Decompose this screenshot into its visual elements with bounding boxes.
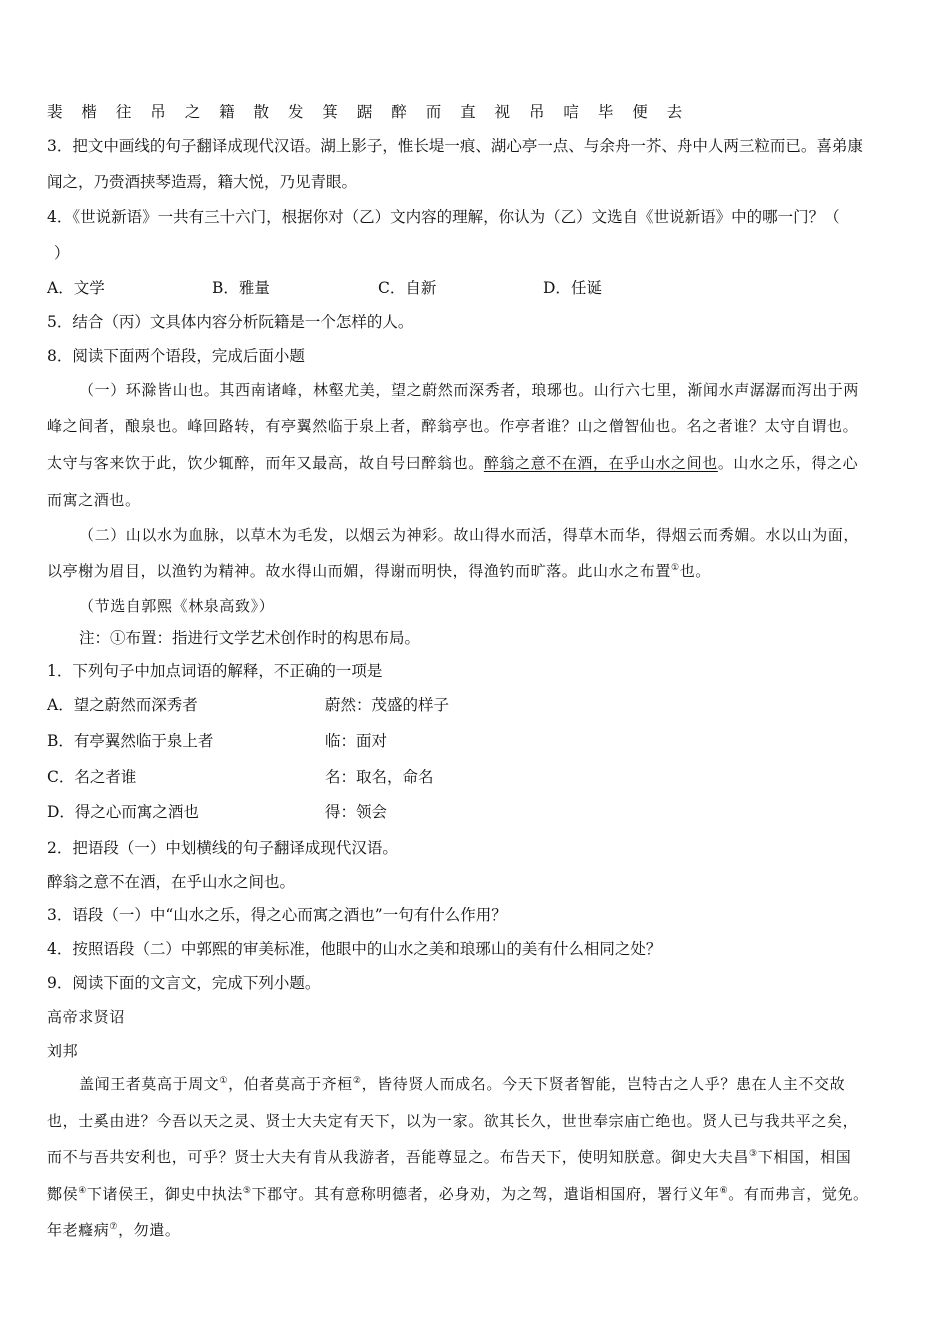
option-letter: B． [212, 279, 239, 297]
option-letter: A． [47, 279, 74, 297]
passage-2-line [47, 560, 711, 582]
text-segment: ，皆待贤人而成名。今天下贤者智能，岂特古之人乎？患在人主不交故 [361, 1075, 846, 1093]
source-citation: （节选自郭熙《林泉高致》） [79, 597, 275, 615]
footnote: 注：①布置：指进行文学艺术创作时的构思布局。 [79, 629, 421, 647]
text-segment: 。山水之乐，得之心 [717, 454, 859, 472]
text-segment: 酂侯 [47, 1185, 79, 1203]
option-letter: D． [543, 279, 571, 297]
underlined-sentence: 醉翁之意不在酒，在乎山水之间也 [483, 454, 718, 472]
option-text: 任诞 [570, 279, 602, 297]
text-segment: ，勿遣。 [118, 1221, 181, 1239]
text-segment: 下诸侯王，御史中执法 [86, 1185, 243, 1203]
passage-1-line: 峰之间者，酿泉也。峰回路转，有亭翼然临于泉上者，醉翁亭也。作亭者谁？山之僧智仙也。名之者谁？太守自谓也。 [47, 417, 859, 435]
question-4: 4．《世说新语》一共有三十六门，根据你对（乙）文内容的理解，你认为（乙）文选自《世说新语》中的哪一门？（ [47, 208, 840, 226]
text-segment: 。有而弗言，觉免。 [728, 1185, 869, 1203]
choice-c: C．名之者谁 [47, 768, 137, 786]
passage-1-line: 而寓之酒也。 [47, 491, 141, 509]
text-line: 闻之，乃赍酒挟琴造焉，籍大悦，乃见青眼。 [47, 173, 358, 191]
sub-question-2: 2．把语段（一）中划横线的句子翻译成现代汉语。 [47, 839, 398, 857]
passage-3-line: 也，士奚由进？今吾以天之灵、贤士大夫定有天下，以为一家。欲其长久，世世奉宗庙亡绝也。贤人已与我共平之矣， [47, 1112, 859, 1130]
choice-b-gloss: 临：面对 [325, 732, 388, 750]
option-c [378, 277, 436, 299]
passage-1-line [47, 452, 858, 474]
footnote-marker: ⑤ [242, 1186, 252, 1196]
text-line: ） [54, 244, 70, 262]
sub-question-1: 1．下列句子中加点词语的解释，不正确的一项是 [47, 662, 383, 680]
passage-3-line [79, 1073, 845, 1095]
option-d [543, 277, 602, 299]
choice-a-gloss: 蔚然：茂盛的样子 [325, 696, 450, 714]
footnote-marker: ⑦ [109, 1222, 119, 1232]
footnote-marker: ⑥ [719, 1186, 729, 1196]
passage-title: 高帝求贤诏 [47, 1008, 126, 1026]
text-line: 醉翁之意不在酒，在乎山水之间也。 [47, 873, 296, 891]
choice-a: A．望之蔚然而深秀者 [47, 696, 198, 714]
question-3: 3．把文中画线的句子翻译成现代汉语。湖上影子，惟长堤一痕、湖心亭一点、与余舟一芥、舟中人两三粒而已。喜弟康 [47, 137, 863, 155]
footnote-marker: ① [219, 1076, 229, 1086]
passage-2-line: （二）山以水为血脉，以草木为毛发，以烟云为神彩。故山得水而活，得草木而华，得烟云而秀媚。水以山为面， [79, 526, 860, 544]
sub-question-4: 4．按照语段（二）中郭熙的审美标准，他眼中的山水之美和琅琊山的美有什么相同之处？ [47, 940, 662, 958]
option-a [47, 277, 105, 299]
footnote-marker: ④ [78, 1186, 87, 1196]
question-8: 8．阅读下面两个语段，完成后面小题 [47, 347, 305, 365]
footnote-marker: ① [671, 563, 680, 573]
option-text: 自新 [405, 279, 437, 297]
text-segment: 年老癃病 [47, 1221, 110, 1239]
passage-1-line: （一）环滁皆山也。其西南诸峰，林壑尤美，望之蔚然而深秀者，琅琊也。山行六七里，渐闻水声潺潺而泻出于两 [79, 381, 860, 399]
text-segment: ，伯者莫高于齐桓 [228, 1075, 353, 1093]
choice-b: B．有亭翼然临于泉上者 [47, 732, 214, 750]
text-segment: 盖闻王者莫高于周文 [79, 1075, 220, 1093]
option-b [212, 277, 270, 299]
passage-3-line [47, 1219, 180, 1241]
text-segment: 以亭榭为眉目，以渔钓为精神。故水得山而媚，得谢而明快，得渔钓而旷落。此山水之布置 [47, 562, 672, 580]
passage-author: 刘邦 [47, 1042, 79, 1060]
text-segment: 也。 [679, 562, 711, 580]
text-segment: 太守与客来饮于此，饮少辄醉，而年又最高，故自号曰醉翁也。 [47, 454, 484, 472]
choice-d: D．得之心而寓之酒也 [47, 803, 199, 821]
option-letter: C． [378, 279, 406, 297]
text-segment: 下相国，相国 [757, 1148, 852, 1166]
footnote-marker: ② [352, 1076, 362, 1086]
text-segment: 下郡守。其有意称明德者，必身劝，为之驾，遣诣相国府，署行义年 [251, 1185, 720, 1203]
choice-d-gloss: 得：领会 [325, 803, 388, 821]
footnote-marker: ③ [749, 1149, 758, 1159]
choice-c-gloss: 名：取名，命名 [325, 768, 434, 786]
passage-3-line [47, 1146, 851, 1168]
option-text: 雅量 [238, 279, 270, 297]
question-5: 5．结合（丙）文具体内容分析阮籍是一个怎样的人。 [47, 313, 414, 331]
passage-3-line [47, 1183, 869, 1205]
text-line: 裴 楷 往 吊 之 籍 散 发 箕 踞 醉 而 直 视 吊 唁 毕 便 去 [47, 103, 690, 121]
option-text: 文学 [73, 279, 105, 297]
text-segment: 而不与吾共安利也，可乎？贤士大夫有肯从我游者，吾能尊显之。布告天下，使明知朕意。御史大夫昌 [47, 1148, 750, 1166]
question-9: 9．阅读下面的文言文，完成下列小题。 [47, 974, 321, 992]
sub-question-3: 3．语段（一）中“山水之乐，得之心而寓之酒也”一句有什么作用？ [47, 906, 507, 924]
